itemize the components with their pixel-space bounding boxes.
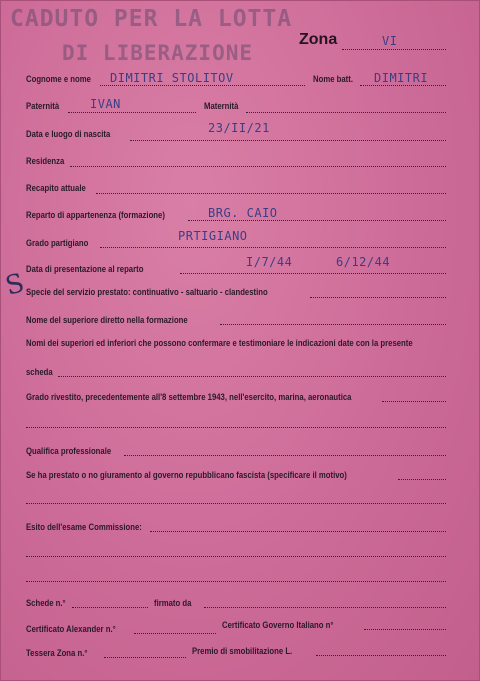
surname-name-label: Cognome e nome <box>26 74 91 84</box>
alexander-cert-line <box>134 633 216 634</box>
surname-name-value: DIMITRI STOLITOV <box>110 71 234 85</box>
presentation-date-to: 6/12/44 <box>336 255 391 269</box>
zona-label: Zona <box>299 31 338 48</box>
witnesses-label: Nomi dei superiori ed inferiori che possono confermare e testimoniare le indicazioni date con la presente <box>26 338 413 348</box>
profession-label: Qualifica professionale <box>26 446 112 456</box>
birth-line <box>130 140 446 141</box>
zone-card-line <box>104 657 186 658</box>
presentation-date-from: I/7/44 <box>246 255 293 269</box>
birth-label: Data e luogo di nascita <box>26 129 111 139</box>
surname-name-line <box>100 85 305 86</box>
battle-name-value: DIMITRI <box>374 71 429 85</box>
presentation-date-label: Data di presentazione al reparto <box>26 264 144 274</box>
commission-result-label: Esito dell'esame Commissione: <box>26 522 142 532</box>
signed-by-line <box>204 607 446 608</box>
superior-label: Nome del superiore diretto nella formazione <box>26 315 188 325</box>
zone-card-label: Tessera Zona n.° <box>26 648 88 658</box>
commission-result-line-2 <box>26 556 446 557</box>
demobilization-bonus-line <box>316 655 446 656</box>
demobilization-bonus-label: Premio di smobilitazione L. <box>192 646 293 656</box>
father-line <box>68 112 196 113</box>
previous-rank-line-2 <box>26 427 446 428</box>
father-value: IVAN <box>90 97 121 111</box>
residence-line <box>70 166 446 167</box>
birth-value: 23/II/21 <box>208 121 270 135</box>
zona-value: VI <box>382 34 398 48</box>
zona-line <box>342 49 446 50</box>
unit-label: Reparto di appartenenza (formazione) <box>26 210 165 220</box>
card-label: scheda <box>26 367 53 377</box>
partisan-rank-line <box>100 247 446 248</box>
alexander-cert-label: Certificato Alexander n.° <box>26 624 116 634</box>
residence-label: Residenza <box>26 156 65 166</box>
signed-by-label: firmato da <box>154 598 192 608</box>
presentation-date-line <box>180 273 446 274</box>
partisan-rank-value: PRTIGIANO <box>178 229 248 243</box>
oath-line-1 <box>398 479 446 480</box>
previous-rank-line-1 <box>382 401 446 402</box>
cards-number-line <box>72 607 148 608</box>
father-label: Paternità <box>26 101 60 111</box>
commission-result-line-1 <box>150 531 446 532</box>
battle-name-label: Nome batt. <box>313 74 354 84</box>
battle-name-line <box>360 85 446 86</box>
service-type-label: Specie del servizio prestato: continuativo - saltuario - clandestino <box>26 287 268 297</box>
oath-label: Se ha prestato o no giuramento al governo repubblicano fascista (specificare il motivo) <box>26 470 347 480</box>
italian-gov-cert-label: Certificato Governo Italiano n° <box>222 620 334 630</box>
handwritten-s-mark: S <box>2 268 28 302</box>
service-type-line <box>310 297 446 298</box>
mother-label: Maternità <box>204 101 239 111</box>
mother-line <box>246 112 446 113</box>
superior-line <box>220 324 446 325</box>
partisan-rank-label: Grado partigiano <box>26 238 89 248</box>
commission-result-line-3 <box>26 581 446 582</box>
previous-rank-label: Grado rivestito, precedentemente all'8 settembre 1943, nell'esercito, marina, aeronautica <box>26 392 352 402</box>
oath-line-2 <box>26 503 446 504</box>
unit-value: BRG. CAIO <box>208 206 278 220</box>
address-line <box>96 193 446 194</box>
profession-line <box>124 455 446 456</box>
cards-number-label: Schede n.° <box>26 598 66 608</box>
stamp-line-1: CADUTO PER LA LOTTA <box>10 6 293 32</box>
address-label: Recapito attuale <box>26 183 86 193</box>
witnesses-line <box>58 376 446 377</box>
unit-line <box>188 220 446 221</box>
italian-gov-cert-line <box>364 629 446 630</box>
stamp-line-2: DI LIBERAZIONE <box>62 41 254 65</box>
